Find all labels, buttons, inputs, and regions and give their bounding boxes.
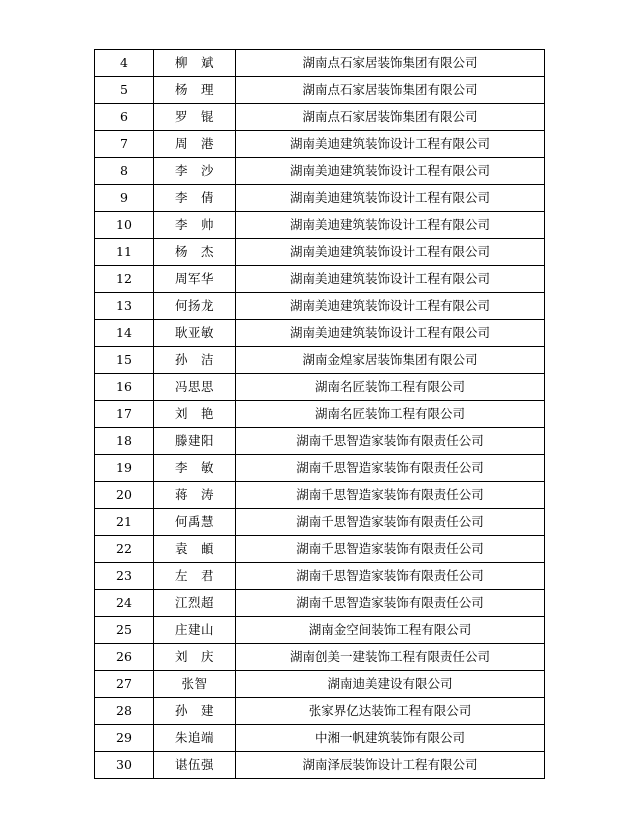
person-name-cell: 李 沙 bbox=[154, 158, 236, 185]
person-name-cell: 李 倩 bbox=[154, 185, 236, 212]
company-name-cell: 中湘一帆建筑装饰有限公司 bbox=[236, 725, 545, 752]
table-row bbox=[95, 185, 545, 212]
company-name-cell: 湖南点石家居装饰集团有限公司 bbox=[236, 50, 545, 77]
table-row bbox=[95, 725, 545, 752]
roster-table-body bbox=[95, 50, 545, 779]
row-number-cell: 8 bbox=[95, 158, 154, 185]
company-name-cell: 湖南美迪建筑装饰设计工程有限公司 bbox=[236, 239, 545, 266]
person-name-cell: 左 君 bbox=[154, 563, 236, 590]
company-name-cell: 湖南名匠装饰工程有限公司 bbox=[236, 374, 545, 401]
table-row bbox=[95, 617, 545, 644]
row-number-cell: 22 bbox=[95, 536, 154, 563]
table-row bbox=[95, 50, 545, 77]
person-name-cell: 周军华 bbox=[154, 266, 236, 293]
row-number-cell: 18 bbox=[95, 428, 154, 455]
person-name-cell: 冯思思 bbox=[154, 374, 236, 401]
company-name-cell: 湖南千思智造家装饰有限责任公司 bbox=[236, 455, 545, 482]
company-name-cell: 湖南千思智造家装饰有限责任公司 bbox=[236, 428, 545, 455]
row-number-cell: 27 bbox=[95, 671, 154, 698]
table-row bbox=[95, 104, 545, 131]
person-name-cell: 袁 頔 bbox=[154, 536, 236, 563]
company-name-cell: 湖南点石家居装饰集团有限公司 bbox=[236, 104, 545, 131]
person-name-cell: 张智 bbox=[154, 671, 236, 698]
table-row bbox=[95, 671, 545, 698]
table-row bbox=[95, 428, 545, 455]
table-row bbox=[95, 212, 545, 239]
person-name-cell: 蒋 涛 bbox=[154, 482, 236, 509]
row-number-cell: 9 bbox=[95, 185, 154, 212]
person-name-cell: 江烈超 bbox=[154, 590, 236, 617]
row-number-cell: 26 bbox=[95, 644, 154, 671]
table-row bbox=[95, 77, 545, 104]
person-name-cell: 柳 斌 bbox=[154, 50, 236, 77]
company-name-cell: 湖南千思智造家装饰有限责任公司 bbox=[236, 509, 545, 536]
row-number-cell: 28 bbox=[95, 698, 154, 725]
company-name-cell: 湖南美迪建筑装饰设计工程有限公司 bbox=[236, 158, 545, 185]
row-number-cell: 16 bbox=[95, 374, 154, 401]
row-number-cell: 12 bbox=[95, 266, 154, 293]
row-number-cell: 25 bbox=[95, 617, 154, 644]
table-row bbox=[95, 374, 545, 401]
table-row bbox=[95, 590, 545, 617]
row-number-cell: 4 bbox=[95, 50, 154, 77]
table-row bbox=[95, 158, 545, 185]
row-number-cell: 14 bbox=[95, 320, 154, 347]
person-name-cell: 李 帅 bbox=[154, 212, 236, 239]
company-name-cell: 湖南点石家居装饰集团有限公司 bbox=[236, 77, 545, 104]
table-row bbox=[95, 698, 545, 725]
company-name-cell: 湖南千思智造家装饰有限责任公司 bbox=[236, 563, 545, 590]
company-name-cell: 湖南美迪建筑装饰设计工程有限公司 bbox=[236, 293, 545, 320]
company-name-cell: 湖南金空间装饰工程有限公司 bbox=[236, 617, 545, 644]
company-name-cell: 湖南创美一建装饰工程有限责任公司 bbox=[236, 644, 545, 671]
row-number-cell: 5 bbox=[95, 77, 154, 104]
table-row bbox=[95, 293, 545, 320]
table-row bbox=[95, 455, 545, 482]
company-name-cell: 湖南美迪建筑装饰设计工程有限公司 bbox=[236, 212, 545, 239]
table-row bbox=[95, 239, 545, 266]
company-name-cell: 湖南美迪建筑装饰设计工程有限公司 bbox=[236, 131, 545, 158]
person-name-cell: 谌伍强 bbox=[154, 752, 236, 779]
company-name-cell: 湖南迪美建设有限公司 bbox=[236, 671, 545, 698]
person-name-cell: 滕建阳 bbox=[154, 428, 236, 455]
company-name-cell: 湖南千思智造家装饰有限责任公司 bbox=[236, 590, 545, 617]
table-row bbox=[95, 401, 545, 428]
company-name-cell: 湖南泽辰装饰设计工程有限公司 bbox=[236, 752, 545, 779]
table-row bbox=[95, 509, 545, 536]
row-number-cell: 30 bbox=[95, 752, 154, 779]
row-number-cell: 20 bbox=[95, 482, 154, 509]
table-row bbox=[95, 644, 545, 671]
company-name-cell: 湖南金煌家居装饰集团有限公司 bbox=[236, 347, 545, 374]
table-row bbox=[95, 320, 545, 347]
company-name-cell: 湖南美迪建筑装饰设计工程有限公司 bbox=[236, 185, 545, 212]
roster-table bbox=[94, 49, 545, 779]
row-number-cell: 17 bbox=[95, 401, 154, 428]
person-name-cell: 庄建山 bbox=[154, 617, 236, 644]
company-name-cell: 湖南美迪建筑装饰设计工程有限公司 bbox=[236, 320, 545, 347]
row-number-cell: 19 bbox=[95, 455, 154, 482]
table-row bbox=[95, 752, 545, 779]
company-name-cell: 张家界亿达装饰工程有限公司 bbox=[236, 698, 545, 725]
person-name-cell: 刘 艳 bbox=[154, 401, 236, 428]
person-name-cell: 杨 杰 bbox=[154, 239, 236, 266]
company-name-cell: 湖南千思智造家装饰有限责任公司 bbox=[236, 482, 545, 509]
row-number-cell: 11 bbox=[95, 239, 154, 266]
person-name-cell: 耿亚敏 bbox=[154, 320, 236, 347]
table-row bbox=[95, 563, 545, 590]
table-row bbox=[95, 347, 545, 374]
person-name-cell: 何扬龙 bbox=[154, 293, 236, 320]
person-name-cell: 孙 建 bbox=[154, 698, 236, 725]
person-name-cell: 罗 锟 bbox=[154, 104, 236, 131]
row-number-cell: 13 bbox=[95, 293, 154, 320]
person-name-cell: 杨 理 bbox=[154, 77, 236, 104]
table-row bbox=[95, 482, 545, 509]
row-number-cell: 21 bbox=[95, 509, 154, 536]
row-number-cell: 7 bbox=[95, 131, 154, 158]
person-name-cell: 何禹慧 bbox=[154, 509, 236, 536]
table-row bbox=[95, 131, 545, 158]
company-name-cell: 湖南美迪建筑装饰设计工程有限公司 bbox=[236, 266, 545, 293]
person-name-cell: 周 港 bbox=[154, 131, 236, 158]
person-name-cell: 刘 庆 bbox=[154, 644, 236, 671]
row-number-cell: 6 bbox=[95, 104, 154, 131]
row-number-cell: 29 bbox=[95, 725, 154, 752]
table-row bbox=[95, 266, 545, 293]
row-number-cell: 10 bbox=[95, 212, 154, 239]
company-name-cell: 湖南名匠装饰工程有限公司 bbox=[236, 401, 545, 428]
row-number-cell: 23 bbox=[95, 563, 154, 590]
person-name-cell: 孙 洁 bbox=[154, 347, 236, 374]
row-number-cell: 15 bbox=[95, 347, 154, 374]
company-name-cell: 湖南千思智造家装饰有限责任公司 bbox=[236, 536, 545, 563]
person-name-cell: 李 敏 bbox=[154, 455, 236, 482]
person-name-cell: 朱追端 bbox=[154, 725, 236, 752]
table-row bbox=[95, 536, 545, 563]
row-number-cell: 24 bbox=[95, 590, 154, 617]
